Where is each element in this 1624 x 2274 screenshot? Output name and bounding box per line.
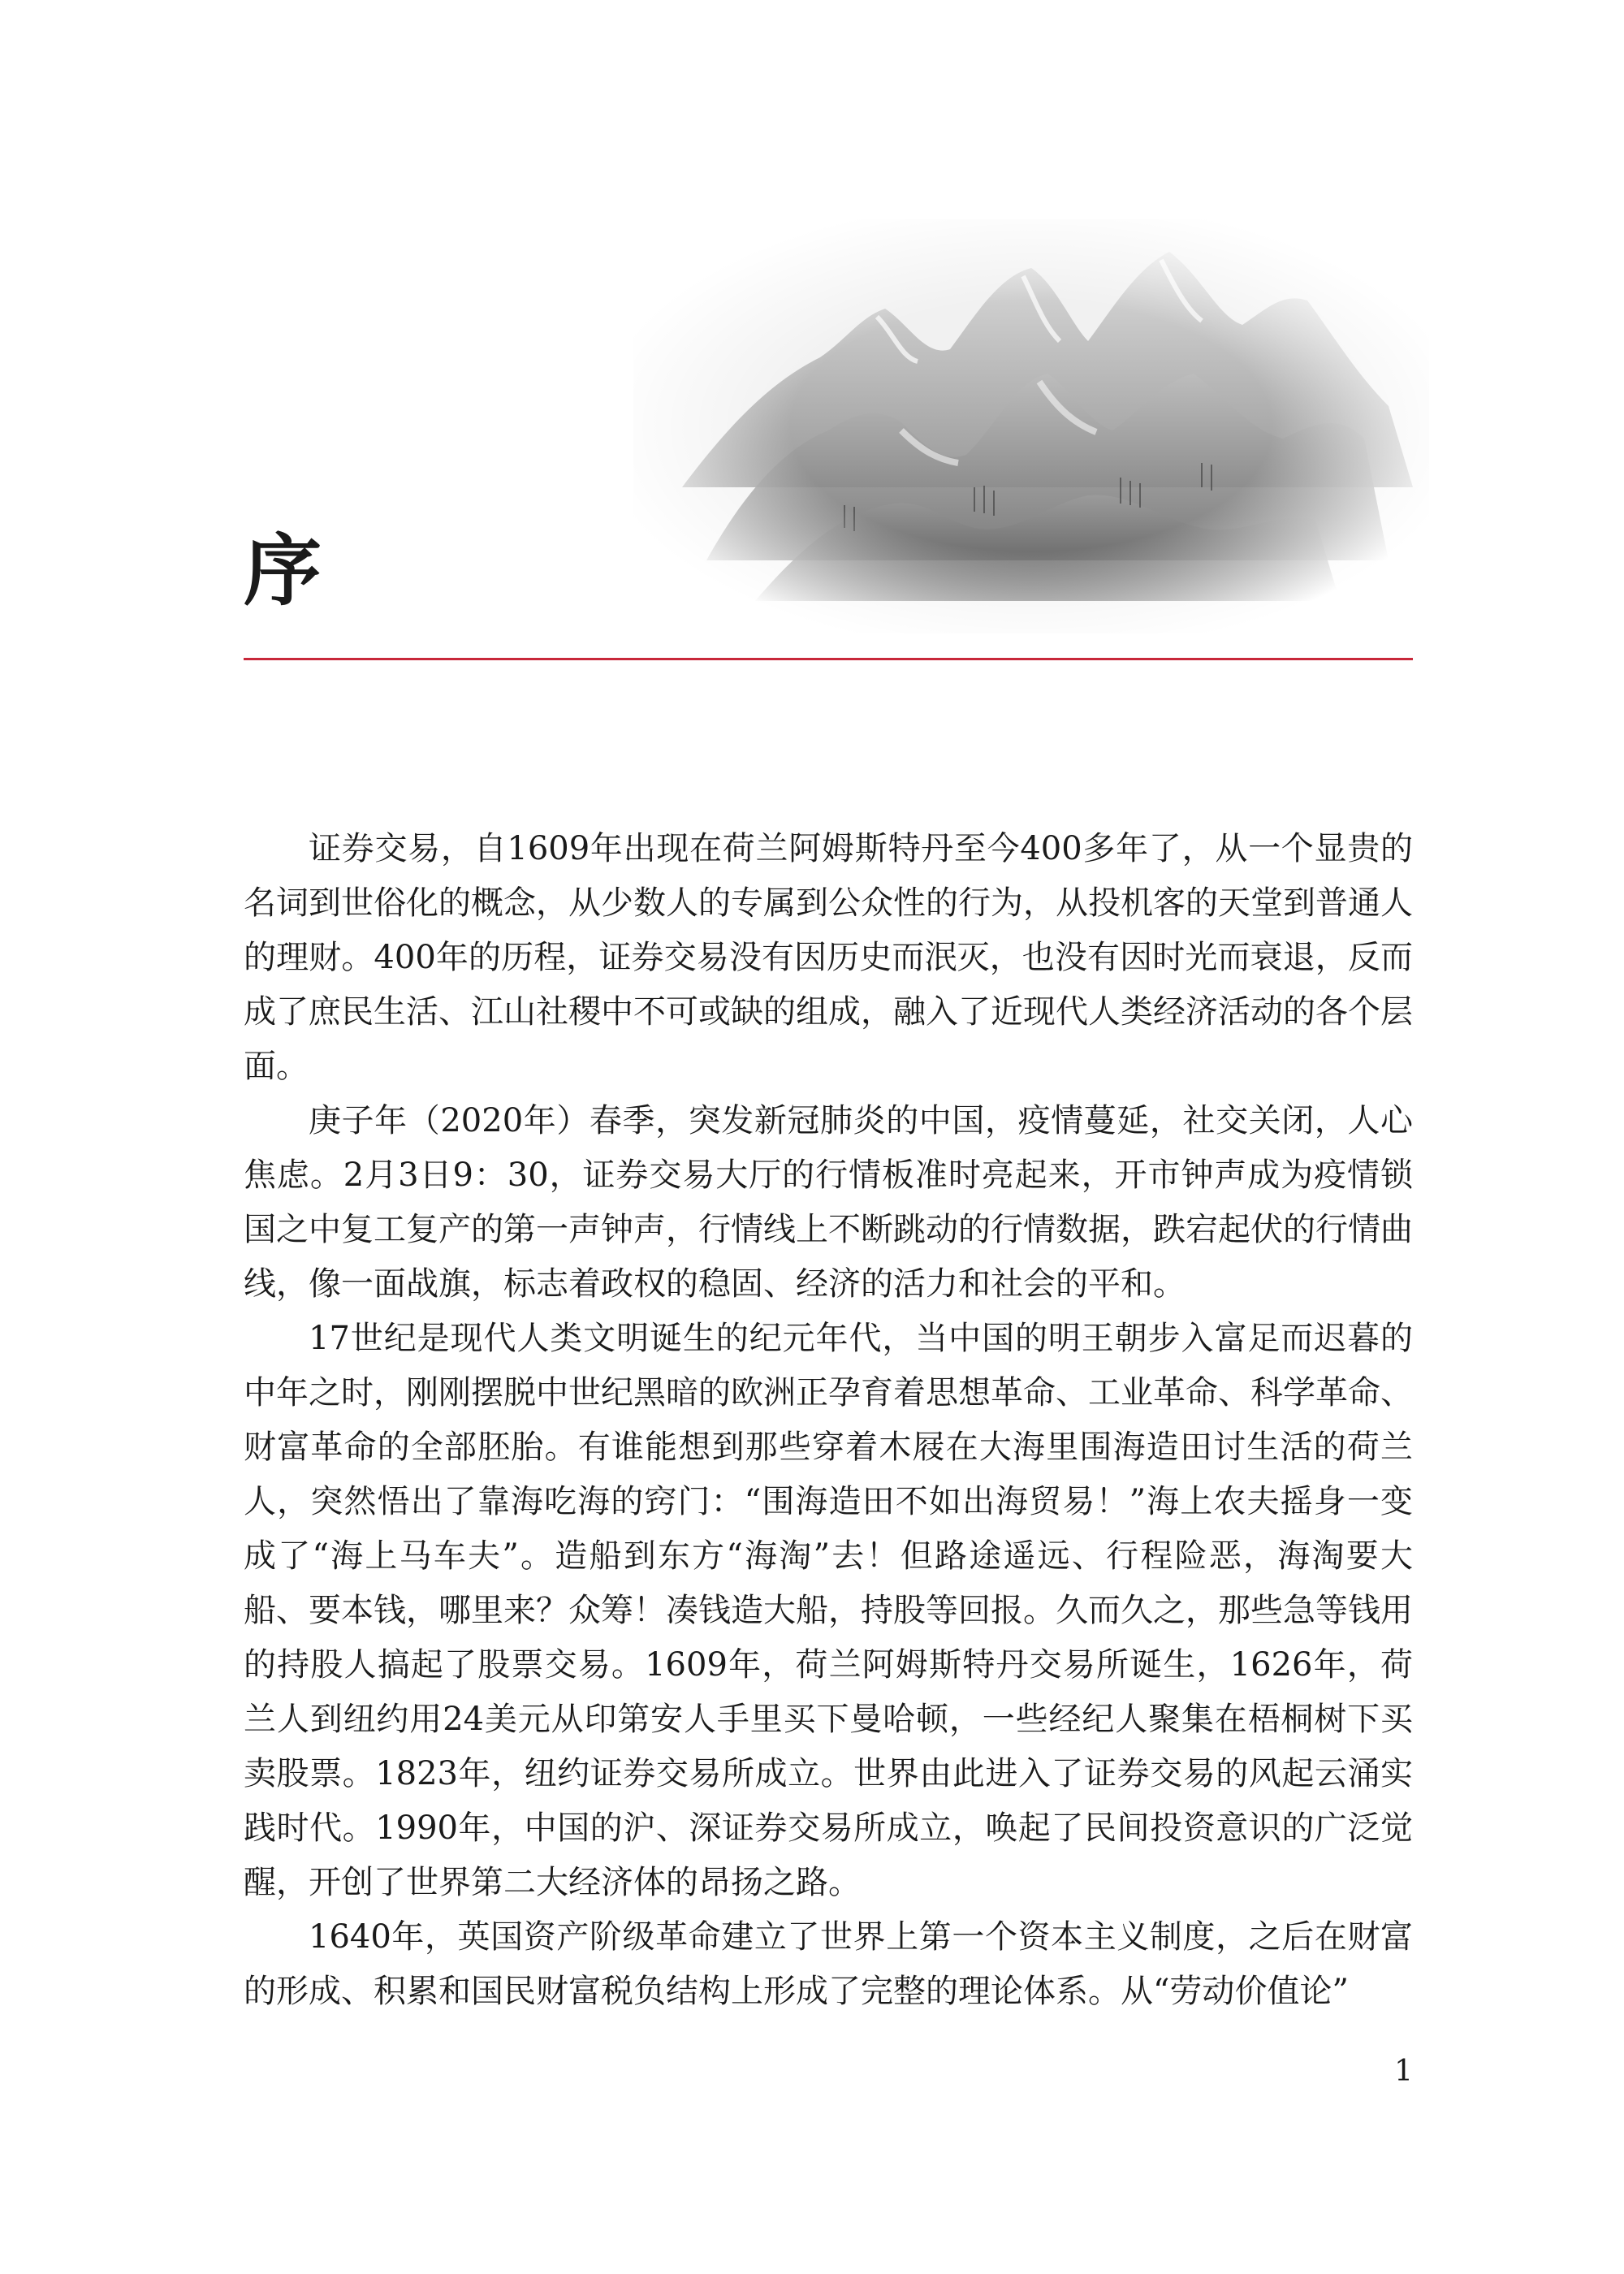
paragraph: 1640年，英国资产阶级革命建立了世界上第一个资本主义制度，之后在财富的形成、积累和国民财富税负结构上形成了完整的理论体系。从“劳动价值论” (244, 1918, 1413, 2010)
paragraph: 证券交易，自1609年出现在荷兰阿姆斯特丹至今400多年了，从一个显贵的名词到世俗化的概念，从少数人的专属到公众性的行为，从投机客的天堂到普通人的理财。400年的历程，证券交易没有因历史而泯灭，也没有因时光而衰退，反而成了庶民生活、江山社稷中不可或缺的组成，融入了近现代人类经济活动的各个层面。 (244, 830, 1413, 1085)
preface-body (244, 822, 1413, 2019)
paragraph: 庚子年（2020年）春季，突发新冠肺炎的中国，疫情蔓延，社交关闭，人心焦虑。2月3日9：30，证券交易大厅的行情板准时亮起来，开市钟声成为疫情锁国之中复工复产的第一声钟声，行情线上不断跳动的行情数据，跌宕起伏的行情曲线，像一面战旗，标志着政权的稳固、经济的活力和社会的平和。 (244, 1102, 1413, 1303)
chapter-title: 序 (244, 525, 322, 616)
landscape-painting (633, 219, 1429, 633)
page-number: 1 (1394, 2055, 1413, 2088)
ink-landscape-painting-icon (633, 219, 1429, 633)
paragraph: 17世纪是现代人类文明诞生的纪元年代，当中国的明王朝步入富足而迟暮的中年之时，刚刚摆脱中世纪黑暗的欧洲正孕育着思想革命、工业革命、科学革命、财富革命的全部胚胎。有谁能想到那些穿着木屐在大海里围海造田讨生活的荷兰人，突然悟出了靠海吃海的窍门：“围海造田不如出海贸易！”海上农夫摇身一变成了“海上马车夫”。造船到东方“海淘”去！但路途遥远、行程险恶，海淘要大船、要本钱，哪里来？众筹！凑钱造大船，持股等回报。久而久之，那些急等钱用的持股人搞起了股票交易。1609年，荷兰阿姆斯特丹交易所诞生，1626年，荷兰人到纽约用24美元从印第安人手里买下曼哈顿，一些经纪人聚集在梧桐树下买卖股票。1823年，纽约证券交易所成立。世界由此进入了证券交易的风起云涌实践时代。1990年，中国的沪、深证券交易所成立，唤起了民间投资意识的广泛觉醒，开创了世界第二大经济体的昂扬之路。 (244, 1320, 1413, 1901)
title-divider (244, 658, 1413, 660)
